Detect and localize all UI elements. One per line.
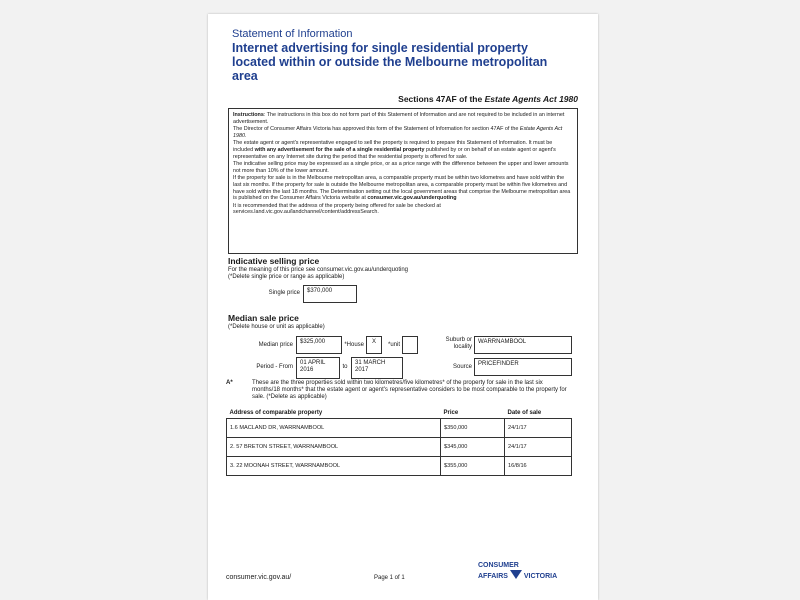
suburb-label: Suburb or locality (445, 337, 472, 350)
row-date: 16/8/16 (505, 457, 572, 476)
sections-prefix: Sections 47AF of the (398, 94, 483, 104)
document-page (208, 14, 598, 600)
instructions-box (228, 108, 578, 254)
unit-label: *unit (387, 342, 400, 348)
instructions-p1: Instructions: The instructions in this box do not form part of this Statement of Information and are not required to be included in an internet advertisement. (233, 112, 565, 125)
comparable-table (226, 408, 572, 476)
footer-page-number: Page 1 of 1 (374, 575, 405, 581)
median-note: (*Delete house or unit as applicable) (228, 324, 325, 330)
period-label: Period - From (256, 364, 293, 370)
sections-reference (398, 94, 578, 104)
house-checkbox: X (366, 336, 382, 354)
comparable-header-row (227, 408, 572, 419)
sections-act: Estate Agents Act 1980 (484, 94, 578, 104)
table-row (227, 419, 572, 438)
logo-triangle-icon (510, 570, 522, 579)
instructions-p3: The estate agent or agent's representative engaged to sell the property is required to prepare this Statement of Information. It must be included with any advertisement for the sale of a single residential property published by or on behalf of an estate agent or agent's representative on any Internet site during the period that the residential property is offered for sale. (233, 140, 556, 160)
row-price: $355,000 (441, 457, 505, 476)
comparable-marker: A* (226, 380, 233, 386)
source-field: PRICEFINDER (474, 358, 572, 376)
source-label: Source (452, 364, 472, 370)
table-row (227, 438, 572, 457)
row-price: $350,000 (441, 419, 505, 438)
row-date: 24/1/17 (505, 419, 572, 438)
consumer-affairs-logo (478, 562, 557, 581)
indicative-note-1: For the meaning of this price see consumer.vic.gov.au/underquoting (228, 267, 408, 273)
table-row (227, 457, 572, 476)
row-address: 2. 57 BRETON STREET, WARRNAMBOOL (227, 438, 441, 457)
instructions-label: Instructions (233, 112, 264, 118)
median-heading: Median sale price (228, 313, 299, 323)
instructions-p4: The indicative selling price may be expressed as a single price, or as a price range with the difference between the upper and lower amounts not more than 10% of the lower amount. (233, 161, 569, 174)
row-address: 1.6 MACLAND DR, WARRNAMBOOL (227, 419, 441, 438)
median-price-field: $325,000 (296, 336, 342, 354)
logo-line-1: CONSUMER (478, 562, 519, 569)
median-price-label: Median price (258, 342, 293, 348)
indicative-note-2: (*Delete single price or range as applicable) (228, 274, 345, 280)
logo-line-2: AFFAIRS VICTORIA (478, 570, 557, 581)
house-label: *House (344, 342, 364, 348)
single-price-label: Single price (268, 290, 300, 296)
row-date: 24/1/17 (505, 438, 572, 457)
col-date-header: Date of sale (507, 410, 542, 416)
to-label: to (342, 364, 348, 370)
document-subtitle: Statement of Information (232, 28, 353, 40)
row-price: $345,000 (441, 438, 505, 457)
indicative-heading: Indicative selling price (228, 256, 320, 266)
instructions-p6: It is recommended that the address of the property being offered for sale be checked at services.land.vic.gov.au/landchannel/content/addressSearch. (233, 202, 441, 216)
document-title: Internet advertising for single residential property located within or outside the Melbourne metropolitan area (232, 41, 548, 83)
instructions-p5: If the property for sale is in the Melbourne metropolitan area, a comparable property must be within two kilometres and have sold within the last six months. If the property for sale is outside the Melbourne metropolitan area, a comparable property must be within five kilometres and have sold within the last 18 months. The Determination setting out the local government areas that comprise the Melbourne metropolitan area is published on the Consumer Affairs Victoria website at consumer.vic.gov.au/underquoting (233, 175, 571, 202)
period-from-field: 01 APRIL 2016 (296, 357, 340, 379)
col-price-header: Price (443, 410, 459, 416)
row-address: 3. 22 MOONAH STREET, WARRNAMBOOL (227, 457, 441, 476)
unit-checkbox (402, 336, 418, 354)
comparable-note: These are the three properties sold within two kilometres/five kilometres* of the property for sale in the last six months/18 months* that the estate agent or agent's representative considers to be most comparable to the property for sale. (*Delete as applicable) (252, 380, 567, 400)
footer-website: consumer.vic.gov.au/ (226, 574, 292, 581)
suburb-field: WARRNAMBOOL (474, 336, 572, 354)
period-to-field: 31 MARCH 2017 (351, 357, 403, 379)
instructions-p2: The Director of Consumer Affairs Victoria has approved this form of the Statement of Information for section 47AF of the Estate Agents Act 1980. (233, 126, 563, 139)
single-price-field: $370,000 (303, 285, 357, 303)
col-address-header: Address of comparable property (229, 410, 323, 416)
